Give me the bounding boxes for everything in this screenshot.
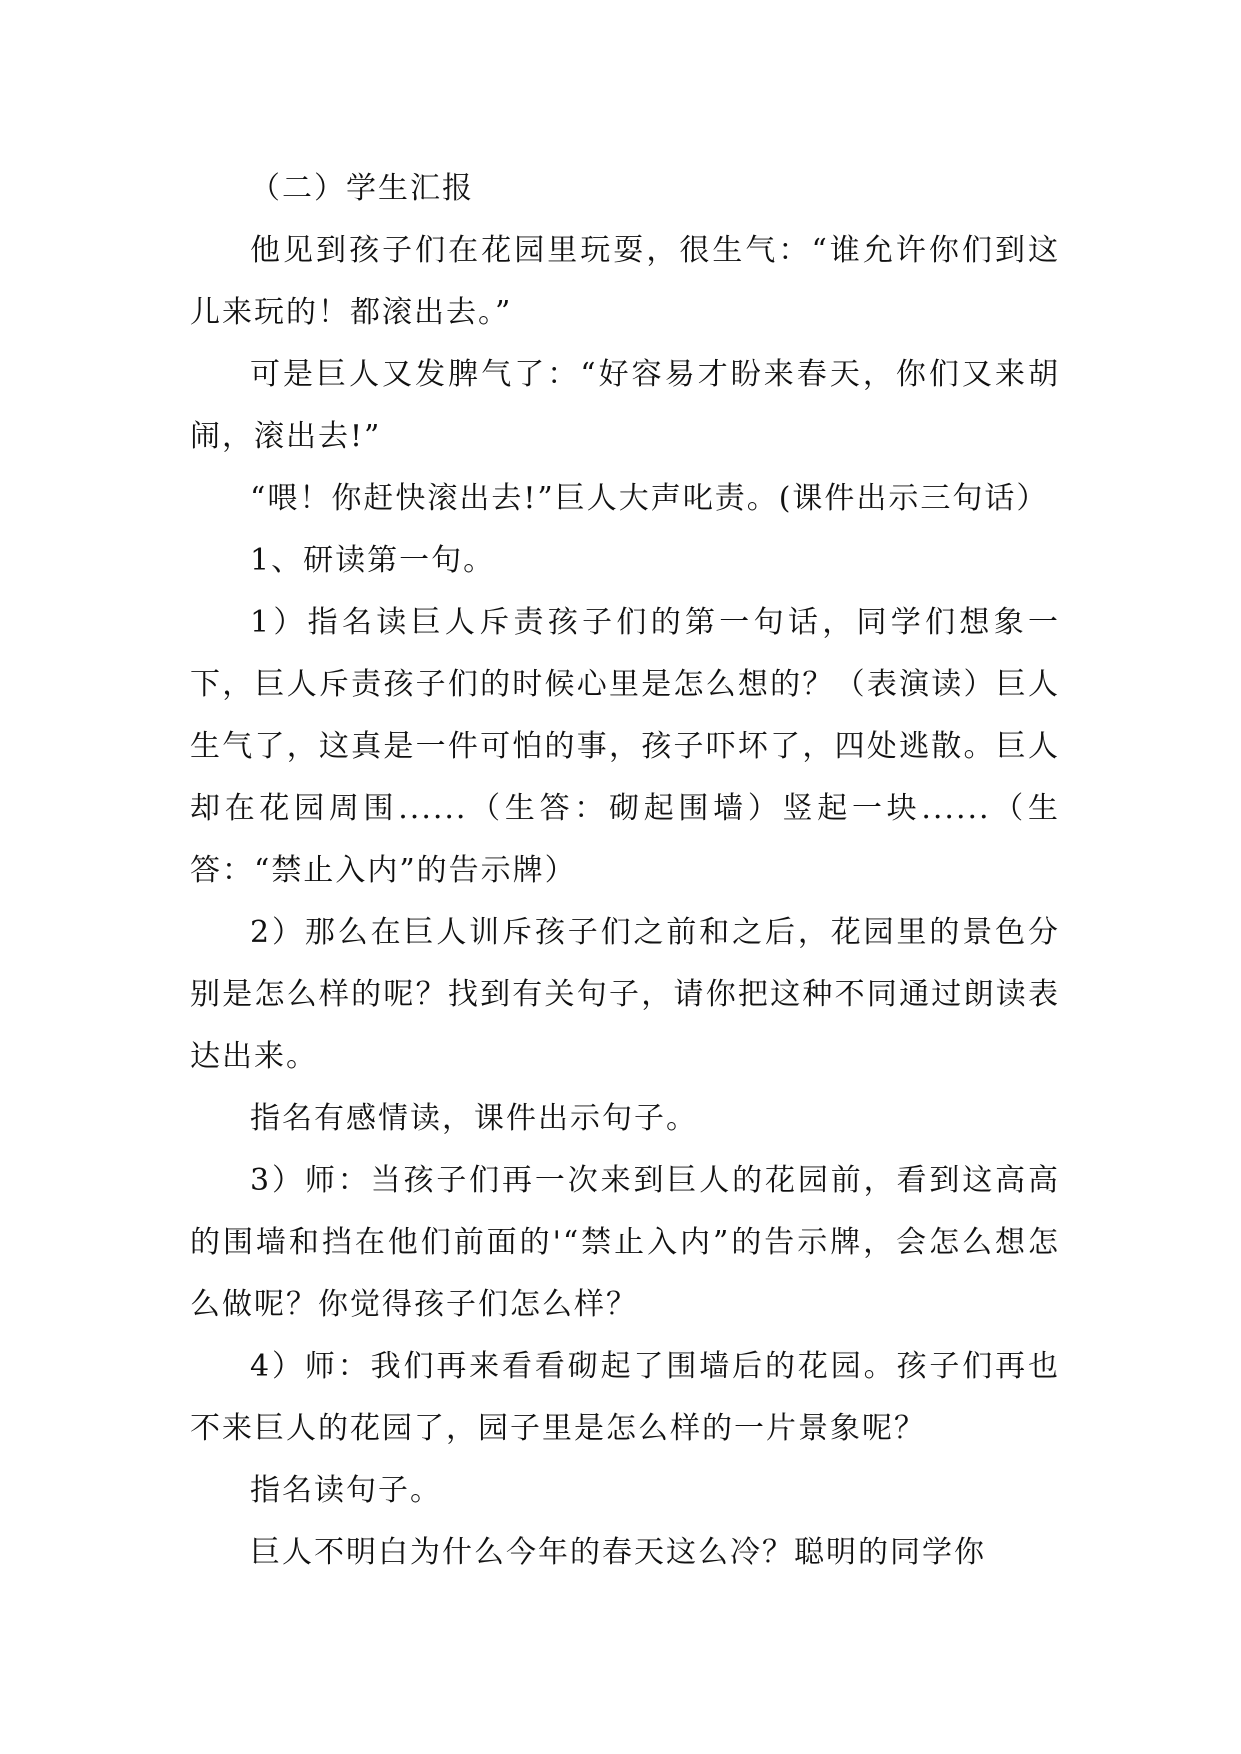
paragraph: 可是巨人又发脾气了：“好容易才盼来春天，你们又来胡闹，滚出去!” (190, 357, 1060, 454)
paragraph: 2）那么在巨人训斥孩子们之前和之后，花园里的景色分别是怎么样的呢？找到有关句子，请你把这种不同通过朗读表达出来。 (190, 915, 1060, 1074)
paragraph: 他见到孩子们在花园里玩耍，很生气：“谁允许你们到这儿来玩的！都滚出去。” (190, 233, 1060, 330)
document-body (190, 158, 1060, 1584)
paragraph: 1、研读第一句。 (250, 543, 496, 578)
paragraph: 指名有感情读，课件出示句子。 (250, 1101, 698, 1136)
paragraph: 3）师：当孩子们再一次来到巨人的花园前，看到这高高的围墙和挡在他们前面的'“禁止入内”的告示牌，会怎么想怎么做呢？你觉得孩子们怎么样？ (190, 1163, 1060, 1322)
paragraph: 巨人不明白为什么今年的春天这么冷？聪明的同学你 (250, 1535, 986, 1570)
section-heading: （二）学生汇报 (250, 171, 474, 206)
paragraph: 4）师：我们再来看看砌起了围墙后的花园。孩子们再也不来巨人的花园了，园子里是怎么样的一片景象呢？ (190, 1349, 1060, 1446)
paragraph: “喂！你赶快滚出去!”巨人大声叱责。(课件出示三句话） (250, 481, 1049, 516)
paragraph: 指名读句子。 (250, 1473, 442, 1508)
paragraph: 1）指名读巨人斥责孩子们的第一句话，同学们想象一下，巨人斥责孩子们的时候心里是怎么想的？（表演读）巨人生气了，这真是一件可怕的事，孩子吓坏了，四处逃散。巨人却在花园周围......（生答：砌起围墙）竖起一块......（生答：“禁止入内”的告示牌） (190, 605, 1060, 888)
